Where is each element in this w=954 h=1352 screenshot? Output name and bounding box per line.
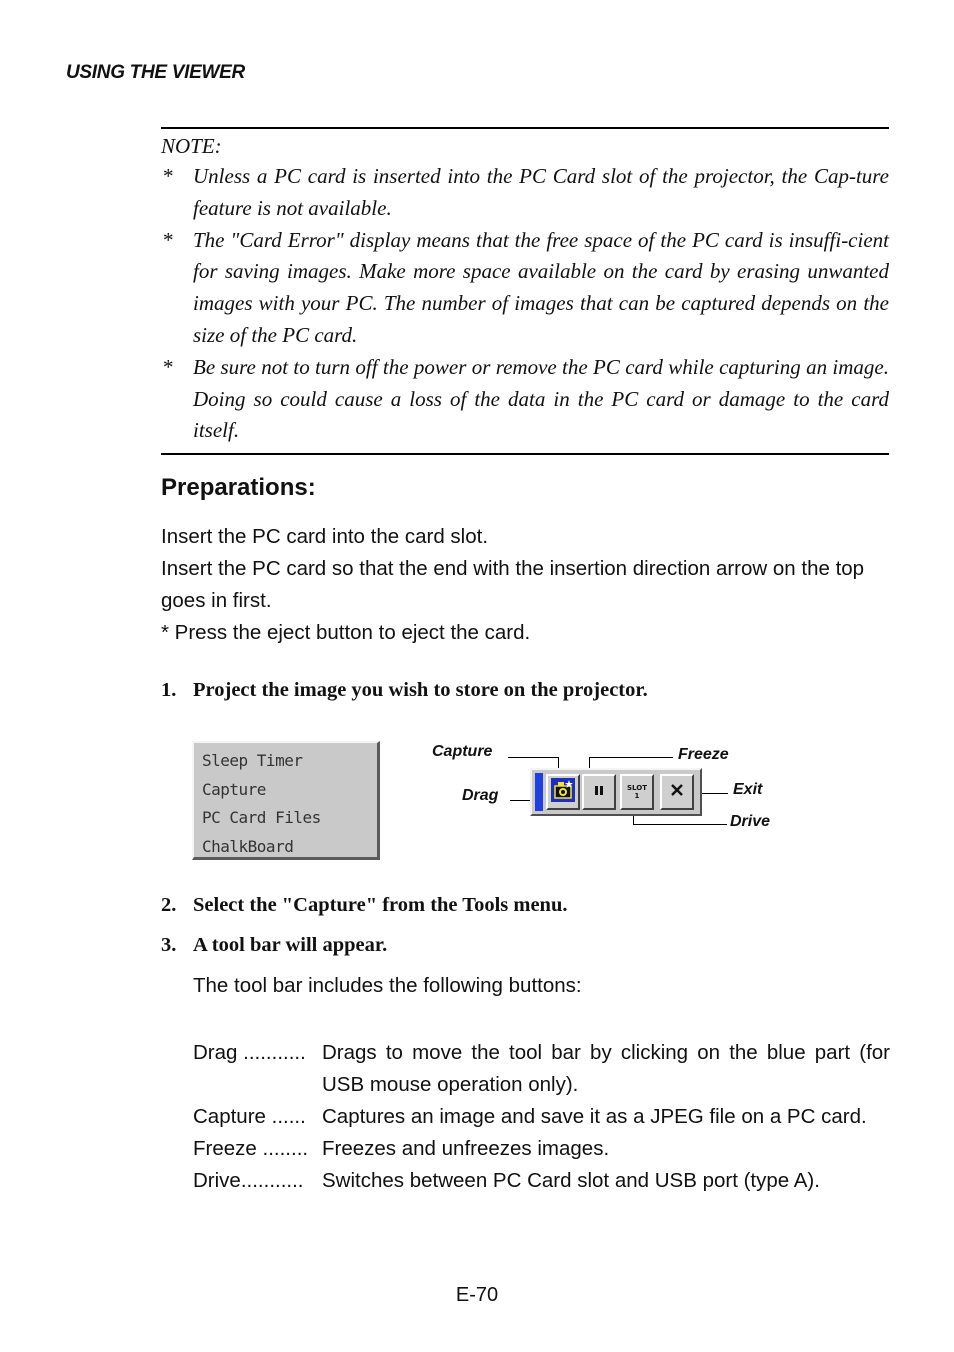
- capture-button[interactable]: [546, 774, 580, 810]
- exit-button[interactable]: [660, 774, 694, 810]
- step-3: 3. A tool bar will appear.: [161, 934, 388, 956]
- freeze-leader: [589, 757, 673, 758]
- button-term: Freeze ........: [193, 1137, 309, 1160]
- pause-icon: [592, 783, 606, 802]
- preparations-line: Insert the PC card into the card slot.: [161, 525, 489, 548]
- drag-handle[interactable]: [535, 773, 543, 811]
- note-item: [161, 352, 889, 447]
- preparations-body: [161, 521, 891, 649]
- list-item: [193, 1133, 890, 1165]
- menu-item-capture[interactable]: Capture: [202, 779, 266, 799]
- note-item: [161, 161, 889, 225]
- step-1: 1. Project the image you wish to store on the projector.: [161, 679, 648, 701]
- note-text: Be sure not to turn off the power or remove the PC card while capturing an image. Doing so could cause a loss of the data in the PC card or damage to the card itself.: [193, 354, 889, 443]
- camera-icon: [550, 777, 576, 808]
- button-description: Captures an image and save it as a JPEG file on a PC card.: [322, 1105, 867, 1128]
- button-term: Capture ......: [193, 1105, 306, 1128]
- button-term: Drag ...........: [193, 1041, 306, 1064]
- menu-item-chalkboard[interactable]: ChalkBoard: [202, 836, 294, 856]
- capture-label: Capture: [432, 743, 493, 760]
- button-description: Freezes and unfreezes images.: [322, 1137, 610, 1160]
- menu-item-pc-card-files[interactable]: PC Card Files: [202, 808, 321, 827]
- preparations-line: Insert the PC card so that the end with the insertion direction arrow on the top goes in first.: [161, 557, 865, 612]
- list-item: [193, 1165, 890, 1197]
- note-text: Unless a PC card is inserted into the PC Card slot of the projector, the Cap-ture feature is not available.: [193, 164, 889, 220]
- close-icon: [669, 782, 685, 803]
- drive-leader: [633, 824, 727, 825]
- note-bullet: *: [163, 164, 174, 188]
- toolbar-intro: The tool bar includes the following buttons:: [193, 974, 582, 997]
- section-header: USING THE VIEWER: [66, 62, 245, 83]
- note-bullet: *: [163, 354, 174, 379]
- exit-leader: [700, 793, 728, 794]
- exit-label: Exit: [733, 781, 763, 798]
- button-description: Drags to move the tool bar by clicking on the blue part (for USB mouse operation only).: [322, 1041, 890, 1096]
- note-title: NOTE:: [161, 134, 222, 158]
- capture-toolbar: [530, 768, 702, 816]
- list-item: [193, 1101, 890, 1133]
- freeze-label: Freeze: [678, 746, 729, 763]
- button-list: [193, 1037, 890, 1197]
- preparations-heading: Preparations:: [161, 474, 316, 501]
- drag-label: Drag: [462, 787, 499, 804]
- page-number: E-70: [455, 1284, 499, 1306]
- capture-leader: [508, 757, 559, 758]
- drive-button[interactable]: [620, 774, 654, 810]
- button-term: Drive...........: [193, 1169, 304, 1192]
- note-text: The "Card Error" display means that the free space of the PC card is insuffi-cient for saving images. Make more space available on the card by erasing unwanted images with your PC. The number of images that can be captured depends on the size of the PC card.: [193, 227, 889, 347]
- slot-label: SLOT: [627, 784, 647, 792]
- slot-number: 1: [634, 792, 640, 800]
- drive-label: Drive: [730, 813, 771, 830]
- step-2: 2. Select the "Capture" from the Tools menu.: [161, 894, 568, 916]
- button-description: Switches between PC Card slot and USB port (type A).: [322, 1169, 820, 1192]
- note-box: [161, 127, 889, 455]
- menu-item-sleep-timer[interactable]: Sleep Timer: [202, 751, 303, 770]
- note-bullet: *: [163, 227, 174, 252]
- tools-menu: [192, 741, 380, 860]
- list-item: [193, 1037, 890, 1101]
- preparations-line: * Press the eject button to eject the card.: [161, 621, 531, 644]
- freeze-button[interactable]: [582, 774, 616, 810]
- slot-icon: [627, 784, 647, 800]
- note-item: [161, 225, 889, 352]
